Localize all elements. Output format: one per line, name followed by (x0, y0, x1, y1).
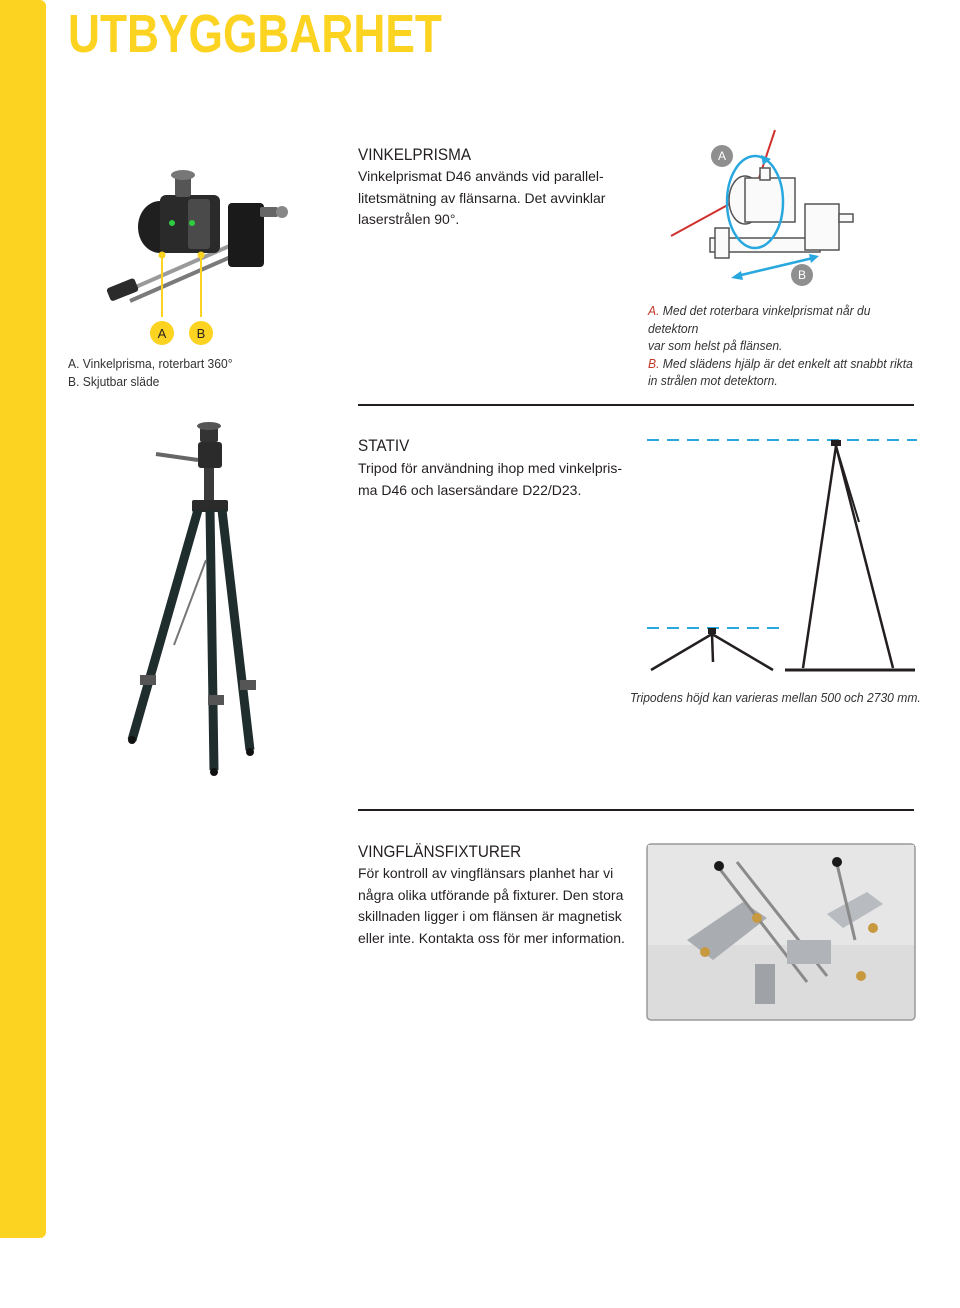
vingflans-body-line: skillnaden ligger i om flänsen är magnetisk (358, 908, 622, 924)
stativ-body-line: Tripod för användning ihop med vinkelpris- (358, 460, 623, 476)
caption-a-line: var som helst på flänsen. (648, 338, 783, 353)
prism-photo-caption (68, 355, 233, 390)
diagram-label-b: B (791, 264, 813, 286)
stativ-body (358, 458, 638, 501)
page-title: UTBYGGBARHET (68, 4, 442, 64)
yellow-side-bar (0, 0, 46, 1238)
vinkelprisma-body-line: laserstrålen 90°. (358, 211, 460, 227)
diagram-label-a: A (711, 145, 733, 167)
section-divider (358, 809, 914, 811)
fixtures-photo (647, 844, 915, 1020)
caption-b-prefix: B. (648, 355, 660, 371)
prism-diagram-caption (648, 302, 918, 390)
vingflans-body-line: För kontroll av vingflänsars planhet har vi (358, 865, 614, 881)
vingflans-body-line: eller inte. Kontakta oss för mer information. (358, 929, 625, 946)
vinkelprisma-body (358, 166, 628, 231)
vinkelprisma-body-line: litetsmätning av flänsarna. Det avvinklar (358, 189, 606, 206)
stativ-heading: STATIV (358, 436, 410, 455)
photo-label-b: B (189, 321, 213, 345)
vingflans-heading: VINGFLÄNSFIXTURER (358, 842, 522, 861)
tripod-height-caption: Tripodens höjd kan varieras mellan 500 och 2730 mm. (630, 690, 921, 705)
vinkelprisma-heading: VINKELPRISMA (358, 145, 472, 164)
caption-line: A. Vinkelprisma, roterbart 360° (68, 356, 233, 371)
prism-diagram (665, 140, 865, 280)
vingflans-body-line: några olika utförande på fixturer. Den stora (358, 886, 624, 903)
caption-b-line: Med slädens hjälp är det enkelt att snabbt rikta (662, 355, 913, 371)
prism-photo (100, 165, 300, 315)
vinkelprisma-body-line: Vinkelprismat D46 används vid parallel- (358, 168, 604, 184)
caption-b (648, 355, 918, 373)
tripod-height-diagram (645, 432, 925, 672)
stativ-body-line: ma D46 och lasersändare D22/D23. (358, 481, 582, 498)
caption-a (648, 302, 918, 337)
vingflans-body (358, 863, 638, 949)
tripod-photo (110, 420, 290, 780)
caption-line: B. Skjutbar släde (68, 373, 160, 389)
section-divider (358, 404, 914, 406)
caption-b-line: in strålen mot detektorn. (648, 373, 778, 388)
caption-a-prefix: A. (648, 303, 660, 318)
photo-label-a: A (150, 321, 174, 345)
caption-a-line: Med det roterbara vinkelprismat når du detektorn (648, 303, 871, 336)
